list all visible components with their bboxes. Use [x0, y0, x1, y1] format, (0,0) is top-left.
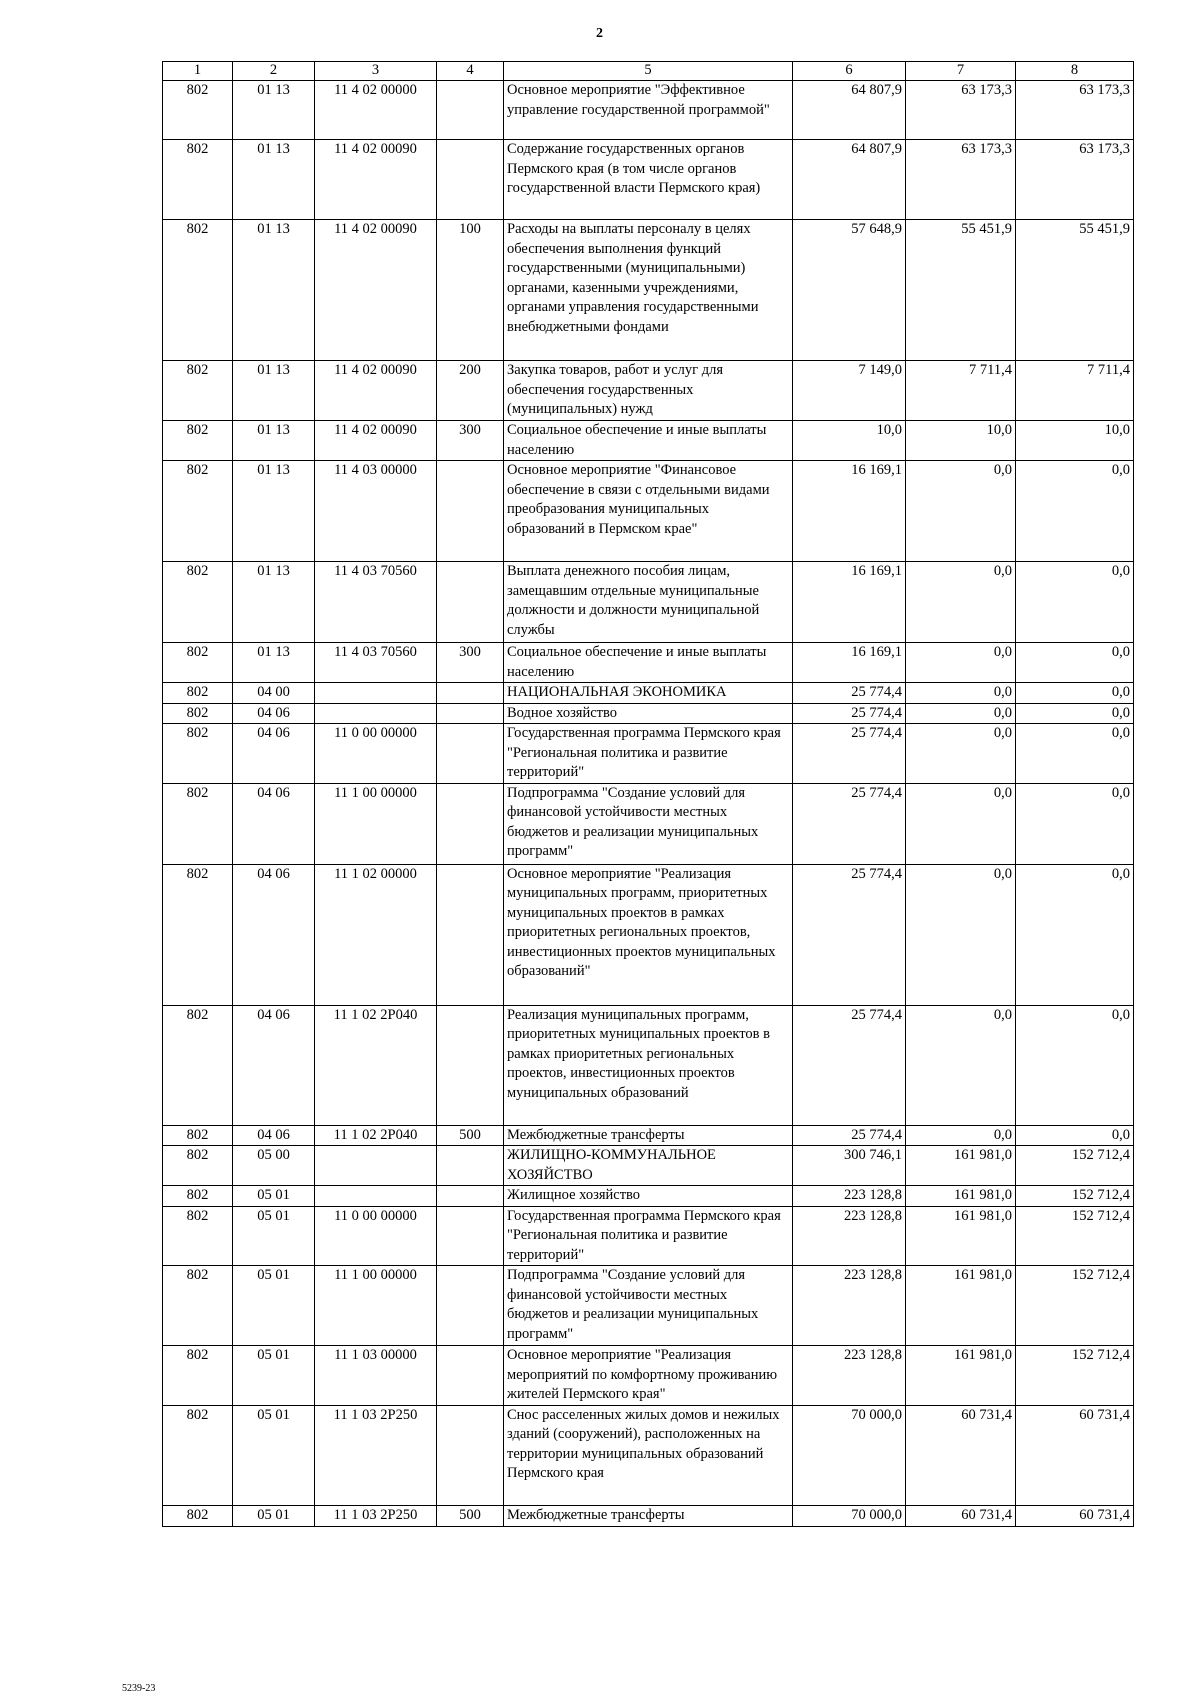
- cell-target-code: 11 1 02 2Р040: [315, 1125, 437, 1146]
- cell-description: Межбюджетные трансферты: [504, 1505, 793, 1526]
- cell-ministry-code: 802: [163, 1346, 233, 1406]
- column-header: 7: [906, 62, 1016, 81]
- cell-amount-col8: 60 731,4: [1016, 1505, 1134, 1526]
- cell-amount-col7: 0,0: [906, 703, 1016, 724]
- table-row: [163, 1146, 1134, 1186]
- table-body: [163, 81, 1134, 1527]
- cell-amount-col8: 0,0: [1016, 461, 1134, 562]
- cell-amount-col8: 10,0: [1016, 421, 1134, 461]
- cell-expense-type: [437, 783, 504, 864]
- cell-amount-col7: 161 981,0: [906, 1346, 1016, 1406]
- cell-target-code: 11 4 02 00090: [315, 140, 437, 220]
- cell-section-code: 01 13: [233, 461, 315, 562]
- cell-target-code: 11 1 03 00000: [315, 1346, 437, 1406]
- cell-amount-col7: 0,0: [906, 1125, 1016, 1146]
- cell-expense-type: [437, 683, 504, 704]
- cell-target-code: [315, 703, 437, 724]
- cell-amount-col8: 60 731,4: [1016, 1405, 1134, 1505]
- cell-target-code: 11 0 00 00000: [315, 1206, 437, 1266]
- table-row: [163, 461, 1134, 562]
- column-header: 5: [504, 62, 793, 81]
- cell-expense-type: [437, 1206, 504, 1266]
- cell-amount-col8: 0,0: [1016, 1125, 1134, 1146]
- cell-description: Расходы на выплаты персоналу в целях обеспечения выполнения функций государственными (муниципальными) органами, казенными учреждениями, органами управления государственными внебюджетными фондами: [504, 220, 793, 361]
- cell-description: Государственная программа Пермского края "Региональная политика и развитие территорий": [504, 724, 793, 784]
- cell-amount-col7: 161 981,0: [906, 1186, 1016, 1207]
- cell-description: Реализация муниципальных программ, приоритетных муниципальных проектов в рамках приоритетных региональных проектов, инвестиционных проектов муниципальных образований: [504, 1005, 793, 1125]
- cell-amount-col6: 16 169,1: [793, 643, 906, 683]
- cell-ministry-code: 802: [163, 783, 233, 864]
- table-row: [163, 361, 1134, 421]
- cell-expense-type: [437, 1186, 504, 1207]
- cell-target-code: 11 4 02 00000: [315, 81, 437, 140]
- cell-expense-type: 100: [437, 220, 504, 361]
- cell-amount-col6: 223 128,8: [793, 1346, 906, 1406]
- cell-target-code: 11 1 03 2Р250: [315, 1505, 437, 1526]
- cell-section-code: 04 06: [233, 724, 315, 784]
- cell-amount-col8: 0,0: [1016, 703, 1134, 724]
- cell-ministry-code: 802: [163, 1206, 233, 1266]
- cell-section-code: 04 00: [233, 683, 315, 704]
- cell-expense-type: [437, 1146, 504, 1186]
- cell-amount-col6: 223 128,8: [793, 1186, 906, 1207]
- cell-ministry-code: 802: [163, 220, 233, 361]
- cell-description: Основное мероприятие "Реализация мероприятий по комфортному проживанию жителей Пермского края": [504, 1346, 793, 1406]
- cell-amount-col7: 161 981,0: [906, 1206, 1016, 1266]
- cell-target-code: [315, 1146, 437, 1186]
- cell-ministry-code: 802: [163, 421, 233, 461]
- cell-amount-col8: 0,0: [1016, 1005, 1134, 1125]
- cell-target-code: 11 0 00 00000: [315, 724, 437, 784]
- column-header: 4: [437, 62, 504, 81]
- cell-expense-type: [437, 864, 504, 1005]
- cell-expense-type: 300: [437, 643, 504, 683]
- cell-amount-col6: 64 807,9: [793, 140, 906, 220]
- cell-section-code: 01 13: [233, 81, 315, 140]
- cell-ministry-code: 802: [163, 461, 233, 562]
- cell-ministry-code: 802: [163, 1005, 233, 1125]
- cell-amount-col7: 0,0: [906, 683, 1016, 704]
- cell-target-code: 11 1 00 00000: [315, 1266, 437, 1346]
- cell-description: Содержание государственных органов Пермского края (в том числе органов государственной власти Пермского края): [504, 140, 793, 220]
- cell-ministry-code: 802: [163, 703, 233, 724]
- cell-target-code: [315, 1186, 437, 1207]
- cell-amount-col7: 0,0: [906, 562, 1016, 643]
- cell-ministry-code: 802: [163, 1505, 233, 1526]
- cell-amount-col7: 7 711,4: [906, 361, 1016, 421]
- cell-expense-type: [437, 1266, 504, 1346]
- cell-amount-col6: 25 774,4: [793, 1125, 906, 1146]
- cell-section-code: 01 13: [233, 361, 315, 421]
- cell-amount-col8: 63 173,3: [1016, 140, 1134, 220]
- cell-amount-col6: 25 774,4: [793, 703, 906, 724]
- cell-expense-type: [437, 1005, 504, 1125]
- cell-amount-col6: 57 648,9: [793, 220, 906, 361]
- cell-description: Социальное обеспечение и иные выплаты населению: [504, 643, 793, 683]
- cell-section-code: 01 13: [233, 140, 315, 220]
- cell-target-code: 11 1 03 2Р250: [315, 1405, 437, 1505]
- cell-ministry-code: 802: [163, 643, 233, 683]
- cell-section-code: 05 01: [233, 1266, 315, 1346]
- cell-amount-col8: 152 712,4: [1016, 1266, 1134, 1346]
- table-row: [163, 703, 1134, 724]
- cell-ministry-code: 802: [163, 1266, 233, 1346]
- table-row: [163, 81, 1134, 140]
- cell-section-code: 01 13: [233, 421, 315, 461]
- cell-ministry-code: 802: [163, 361, 233, 421]
- cell-description: Водное хозяйство: [504, 703, 793, 724]
- column-header: 8: [1016, 62, 1134, 81]
- cell-amount-col6: 25 774,4: [793, 864, 906, 1005]
- cell-section-code: 01 13: [233, 220, 315, 361]
- cell-description: Закупка товаров, работ и услуг для обеспечения государственных (муниципальных) нужд: [504, 361, 793, 421]
- cell-ministry-code: 802: [163, 724, 233, 784]
- cell-description: Подпрограмма "Создание условий для финансовой устойчивости местных бюджетов и реализации муниципальных программ": [504, 783, 793, 864]
- cell-amount-col8: 0,0: [1016, 683, 1134, 704]
- cell-amount-col8: 0,0: [1016, 783, 1134, 864]
- cell-amount-col6: 10,0: [793, 421, 906, 461]
- cell-amount-col7: 10,0: [906, 421, 1016, 461]
- cell-target-code: 11 4 02 00090: [315, 421, 437, 461]
- budget-table: [162, 61, 1134, 1527]
- column-header: 2: [233, 62, 315, 81]
- table-row: [163, 783, 1134, 864]
- cell-amount-col7: 161 981,0: [906, 1146, 1016, 1186]
- cell-section-code: 05 01: [233, 1505, 315, 1526]
- cell-expense-type: [437, 724, 504, 784]
- cell-amount-col6: 25 774,4: [793, 1005, 906, 1125]
- cell-amount-col7: 0,0: [906, 461, 1016, 562]
- cell-description: Выплата денежного пособия лицам, замещавшим отдельные муниципальные должности и должности муниципальной службы: [504, 562, 793, 643]
- table-header-row: [163, 62, 1134, 81]
- cell-target-code: 11 4 02 00090: [315, 220, 437, 361]
- cell-amount-col8: 55 451,9: [1016, 220, 1134, 361]
- table-row: [163, 724, 1134, 784]
- table-row: [163, 140, 1134, 220]
- cell-section-code: 04 06: [233, 864, 315, 1005]
- table-row: [163, 421, 1134, 461]
- table-row: [163, 1266, 1134, 1346]
- cell-target-code: 11 4 03 00000: [315, 461, 437, 562]
- page-number: 2: [596, 26, 603, 41]
- column-header: 6: [793, 62, 906, 81]
- cell-amount-col6: 25 774,4: [793, 683, 906, 704]
- table-row: [163, 1505, 1134, 1526]
- cell-expense-type: [437, 562, 504, 643]
- cell-amount-col7: 63 173,3: [906, 140, 1016, 220]
- table-row: [163, 1346, 1134, 1406]
- cell-description: Социальное обеспечение и иные выплаты населению: [504, 421, 793, 461]
- cell-expense-type: [437, 1346, 504, 1406]
- cell-amount-col7: 161 981,0: [906, 1266, 1016, 1346]
- document-code: 5239-23: [122, 1683, 156, 1694]
- cell-ministry-code: 802: [163, 81, 233, 140]
- cell-amount-col8: 0,0: [1016, 724, 1134, 784]
- cell-ministry-code: 802: [163, 1186, 233, 1207]
- cell-expense-type: 300: [437, 421, 504, 461]
- cell-expense-type: [437, 140, 504, 220]
- cell-ministry-code: 802: [163, 683, 233, 704]
- cell-expense-type: 200: [437, 361, 504, 421]
- table-row: [163, 643, 1134, 683]
- cell-amount-col8: 7 711,4: [1016, 361, 1134, 421]
- cell-amount-col6: 16 169,1: [793, 461, 906, 562]
- cell-ministry-code: 802: [163, 562, 233, 643]
- table-row: [163, 1005, 1134, 1125]
- cell-section-code: 05 01: [233, 1405, 315, 1505]
- cell-description: Основное мероприятие "Реализация муниципальных программ, приоритетных муниципальных проектов в рамках приоритетных региональных проектов, инвестиционных проектов муниципальных образований": [504, 864, 793, 1005]
- cell-ministry-code: 802: [163, 140, 233, 220]
- cell-expense-type: 500: [437, 1125, 504, 1146]
- cell-section-code: 05 01: [233, 1346, 315, 1406]
- cell-expense-type: [437, 1405, 504, 1505]
- cell-amount-col6: 223 128,8: [793, 1266, 906, 1346]
- column-header: 1: [163, 62, 233, 81]
- cell-amount-col7: 60 731,4: [906, 1405, 1016, 1505]
- cell-ministry-code: 802: [163, 1146, 233, 1186]
- cell-ministry-code: 802: [163, 1405, 233, 1505]
- cell-description: Основное мероприятие "Финансовое обеспечение в связи с отдельными видами преобразования муниципальных образований в Пермском крае": [504, 461, 793, 562]
- cell-section-code: 01 13: [233, 562, 315, 643]
- cell-section-code: 05 01: [233, 1186, 315, 1207]
- cell-section-code: 04 06: [233, 783, 315, 864]
- cell-amount-col6: 64 807,9: [793, 81, 906, 140]
- cell-amount-col8: 152 712,4: [1016, 1146, 1134, 1186]
- cell-expense-type: [437, 461, 504, 562]
- cell-target-code: 11 4 02 00090: [315, 361, 437, 421]
- cell-description: Снос расселенных жилых домов и нежилых зданий (сооружений), расположенных на территории муниципальных образований Пермского края: [504, 1405, 793, 1505]
- cell-amount-col8: 0,0: [1016, 562, 1134, 643]
- cell-description: Основное мероприятие "Эффективное управление государственной программой": [504, 81, 793, 140]
- cell-amount-col6: 25 774,4: [793, 783, 906, 864]
- cell-expense-type: 500: [437, 1505, 504, 1526]
- column-header: 3: [315, 62, 437, 81]
- table-row: [163, 683, 1134, 704]
- cell-section-code: 04 06: [233, 703, 315, 724]
- table-row: [163, 1125, 1134, 1146]
- cell-amount-col7: 0,0: [906, 643, 1016, 683]
- cell-amount-col7: 55 451,9: [906, 220, 1016, 361]
- cell-amount-col6: 223 128,8: [793, 1206, 906, 1266]
- cell-amount-col6: 25 774,4: [793, 724, 906, 784]
- cell-section-code: 04 06: [233, 1005, 315, 1125]
- cell-amount-col6: 300 746,1: [793, 1146, 906, 1186]
- cell-amount-col8: 0,0: [1016, 643, 1134, 683]
- cell-amount-col7: 60 731,4: [906, 1505, 1016, 1526]
- cell-amount-col8: 152 712,4: [1016, 1346, 1134, 1406]
- table-row: [163, 1186, 1134, 1207]
- cell-section-code: 01 13: [233, 643, 315, 683]
- cell-ministry-code: 802: [163, 1125, 233, 1146]
- cell-amount-col7: 63 173,3: [906, 81, 1016, 140]
- cell-expense-type: [437, 81, 504, 140]
- table-row: [163, 220, 1134, 361]
- cell-amount-col6: 7 149,0: [793, 361, 906, 421]
- cell-amount-col7: 0,0: [906, 783, 1016, 864]
- cell-target-code: 11 1 02 00000: [315, 864, 437, 1005]
- cell-section-code: 05 00: [233, 1146, 315, 1186]
- cell-amount-col7: 0,0: [906, 724, 1016, 784]
- cell-section-code: 05 01: [233, 1206, 315, 1266]
- cell-description: НАЦИОНАЛЬНАЯ ЭКОНОМИКА: [504, 683, 793, 704]
- table-row: [163, 864, 1134, 1005]
- cell-target-code: 11 1 02 2Р040: [315, 1005, 437, 1125]
- cell-description: Жилищное хозяйство: [504, 1186, 793, 1207]
- cell-expense-type: [437, 703, 504, 724]
- cell-description: Подпрограмма "Создание условий для финансовой устойчивости местных бюджетов и реализации муниципальных программ": [504, 1266, 793, 1346]
- cell-amount-col7: 0,0: [906, 864, 1016, 1005]
- cell-target-code: 11 1 00 00000: [315, 783, 437, 864]
- cell-description: ЖИЛИЩНО-КОММУНАЛЬНОЕ ХОЗЯЙСТВО: [504, 1146, 793, 1186]
- cell-amount-col6: 70 000,0: [793, 1505, 906, 1526]
- cell-ministry-code: 802: [163, 864, 233, 1005]
- cell-target-code: 11 4 03 70560: [315, 562, 437, 643]
- cell-section-code: 04 06: [233, 1125, 315, 1146]
- table-row: [163, 562, 1134, 643]
- table-row: [163, 1206, 1134, 1266]
- table-row: [163, 1405, 1134, 1505]
- cell-amount-col8: 63 173,3: [1016, 81, 1134, 140]
- cell-amount-col7: 0,0: [906, 1005, 1016, 1125]
- cell-amount-col6: 70 000,0: [793, 1405, 906, 1505]
- cell-target-code: 11 4 03 70560: [315, 643, 437, 683]
- cell-description: Межбюджетные трансферты: [504, 1125, 793, 1146]
- cell-amount-col8: 152 712,4: [1016, 1186, 1134, 1207]
- cell-target-code: [315, 683, 437, 704]
- cell-amount-col8: 0,0: [1016, 864, 1134, 1005]
- cell-amount-col8: 152 712,4: [1016, 1206, 1134, 1266]
- cell-description: Государственная программа Пермского края "Региональная политика и развитие территорий": [504, 1206, 793, 1266]
- cell-amount-col6: 16 169,1: [793, 562, 906, 643]
